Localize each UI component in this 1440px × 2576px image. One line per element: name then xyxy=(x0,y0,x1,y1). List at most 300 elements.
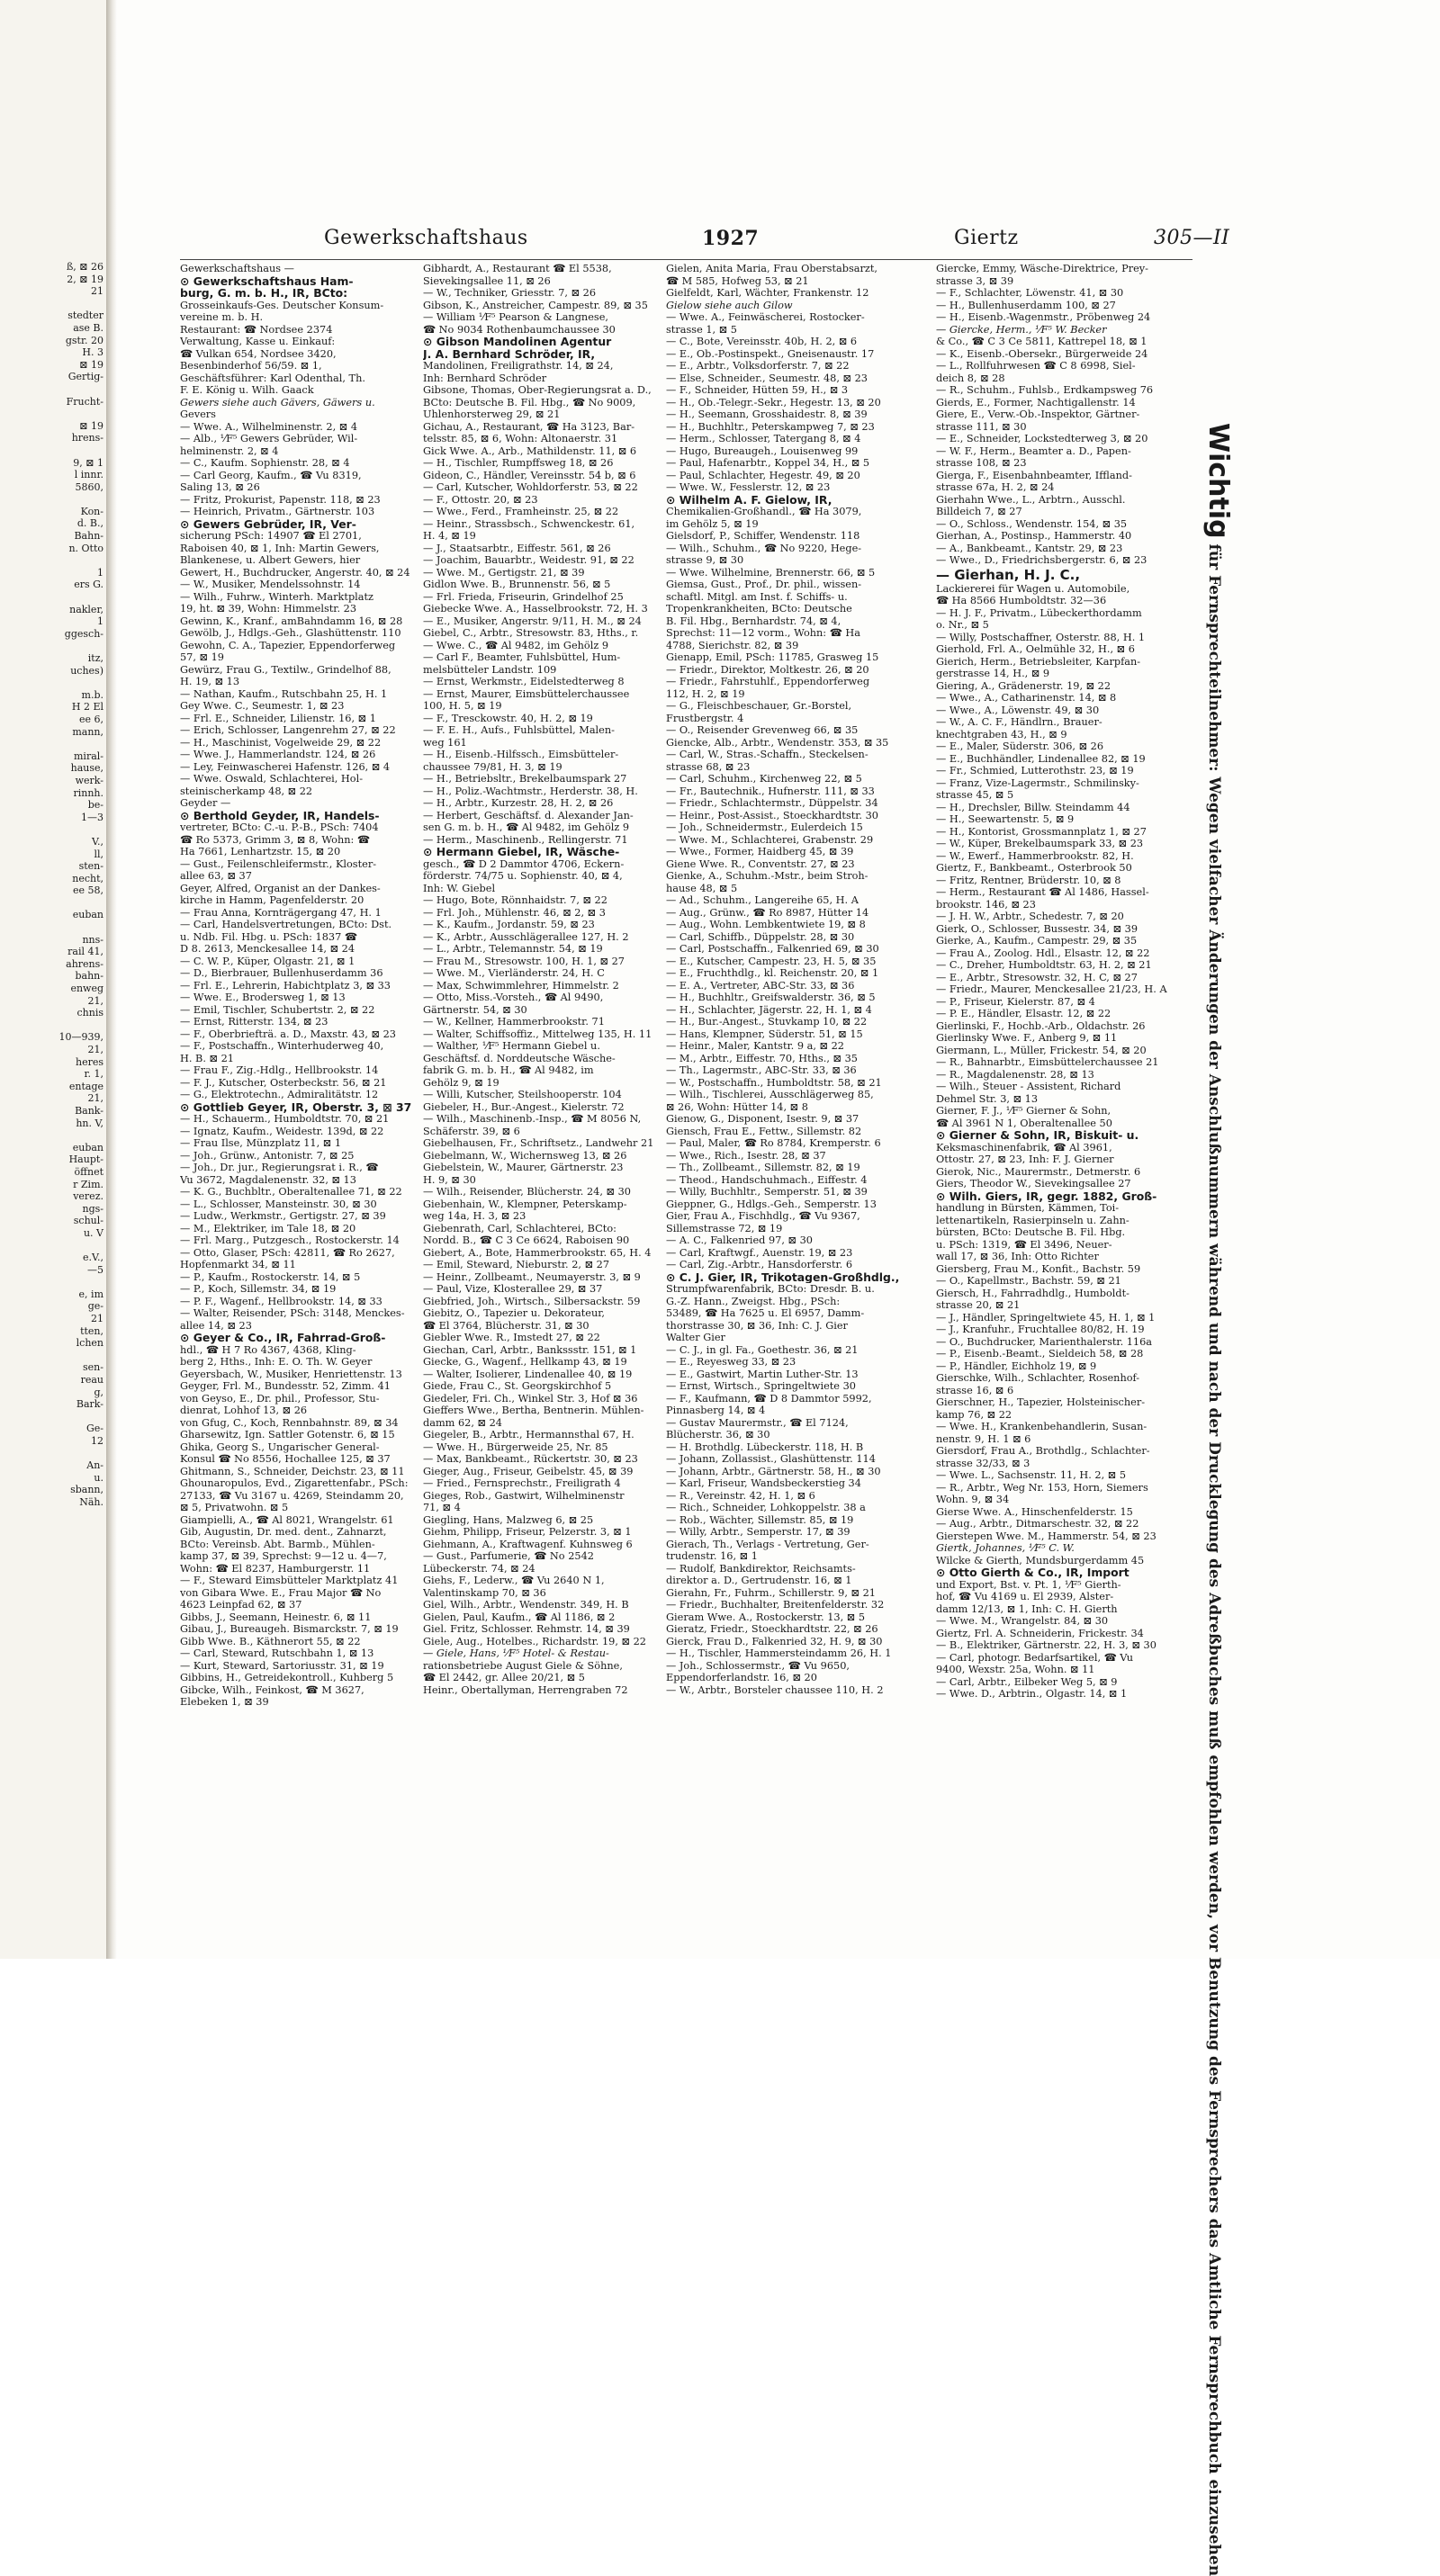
directory-entry-line: Giertz, Frl. A. Schneiderin, Frickestr. 34 xyxy=(936,1627,1144,1639)
directory-entry-line: — H., Seewartenstr. 5, ⊠ 9 xyxy=(936,813,1075,825)
previous-page-line: 1 xyxy=(97,615,104,628)
directory-entry-line: — C., Kaufm. Sophienstr. 28, ⊠ 4 xyxy=(180,457,350,469)
directory-entry-line: Giebelmann, W., Wichernsweg 13, ⊠ 26 xyxy=(423,1149,627,1162)
directory-entry-line: ⊙ Otto Gierth & Co., IR, Import xyxy=(936,1566,1130,1579)
directory-entry-line: — E., Kutscher, Campestr. 23, H. 5, ⊠ 35 xyxy=(666,955,877,967)
previous-page-line xyxy=(0,897,106,910)
directory-entry-line: — H., Seemann, Grosshaidestr. 8, ⊠ 39 xyxy=(666,408,868,420)
directory-entry-line: Giel. Fritz, Schlosser. Rehmstr. 14, ⊠ 39 xyxy=(423,1623,630,1635)
directory-entry-line: Giebecke Wwe. A., Hasselbrookstr. 72, H. 3 xyxy=(423,603,648,615)
directory-entry-line: Giencke, Alb., Arbtr., Wendenstr. 353, ⊠ 35 xyxy=(666,736,889,749)
directory-entry-line: — Aug., Grünw., ☎ Ro 8987, Hütter 14 xyxy=(666,906,869,919)
previous-page-line: tten, xyxy=(80,1324,104,1337)
directory-entry-line: — H., Maschinist, Vogelweide 29, ⊠ 22 xyxy=(180,736,382,749)
directory-entry-line: — Emil, Steward, Nieburstr. 2, ⊠ 27 xyxy=(423,1259,610,1270)
directory-entry-line: — P., Händler, Eichholz 19, ⊠ 9 xyxy=(936,1360,1097,1372)
directory-entry-line: Gierhold, Frl. A., Oelmühle 32, H., ⊠ 6 xyxy=(936,643,1135,655)
directory-entry-line: Uhlenhorsterweg 29, ⊠ 21 xyxy=(423,408,561,420)
directory-entry-line: Billdeich 7, ⊠ 27 xyxy=(936,506,1022,517)
directory-entry-line: — L., Rollfuhrwesen ☎ C 8 6998, Siel- xyxy=(936,360,1136,372)
directory-entry-line: — O., Buchdrucker, Marienthalerstr. 116a xyxy=(936,1335,1153,1348)
directory-entry-line: Giehm, Philipp, Friseur, Pelzerstr. 3, ⊠ 1 xyxy=(423,1526,632,1538)
directory-entry-line: Gienapp, Emil, PSch: 11785, Grasweg 15 xyxy=(666,651,879,663)
directory-entry-line: ⊙ Gewerkschaftshaus Ham- xyxy=(180,274,354,287)
directory-entry-line: Giegling, Hans, Malzweg 6, ⊠ 25 xyxy=(423,1513,594,1526)
previous-page-line: V., xyxy=(91,835,104,848)
directory-entry-line: brookstr. 146, ⊠ 23 xyxy=(936,898,1036,911)
previous-page-line: mann, xyxy=(72,725,104,738)
directory-entry-line: — Wilh., Steuer - Assistent, Richard xyxy=(936,1081,1121,1092)
directory-entry-line: Geyger, Frl. M., Bundesstr. 52, Zimm. 41 xyxy=(180,1380,391,1392)
previous-page-line: ⊠ 19 xyxy=(79,358,104,371)
directory-entry-line: — Hans, Klempner, Süderstr. 51, ⊠ 15 xyxy=(666,1028,863,1040)
previous-page-line: verez. xyxy=(73,1190,104,1203)
directory-entry-line: Gärtnerstr. 54, ⊠ 30 xyxy=(423,1003,527,1016)
directory-entry-line: — Herbert, Geschäftsf. d. Alexander Jan- xyxy=(423,809,634,821)
previous-page-line: d. B., xyxy=(76,517,104,530)
directory-entry-line: Gibhardt, A., Restaurant ☎ El 5538, xyxy=(423,263,612,274)
directory-entry-line: ⊠ 5, Privatwohn. ⊠ 5 xyxy=(180,1502,289,1513)
directory-entry-line: — R., Vereinstr. 42, H. 1, ⊠ 6 xyxy=(666,1489,815,1502)
directory-entry-line: Sillemstrasse 72, ⊠ 19 xyxy=(666,1222,783,1234)
directory-entry-line: — D., Bierbrauer, Bullenhuserdamm 36 xyxy=(180,967,383,979)
directory-entry-line: — Paul, Schlachter, Hegestr. 49, ⊠ 20 xyxy=(666,469,860,481)
previous-page-line: Bark- xyxy=(76,1398,104,1411)
previous-page-line xyxy=(0,493,106,506)
directory-entry-line: Blankenese, u. Albert Gewers, hier xyxy=(180,554,361,566)
directory-entry-line: ⊙ Berthold Geyder, IR, Handels- xyxy=(180,809,380,821)
directory-entry-line: strasse 20, ⊠ 21 xyxy=(936,1299,1021,1311)
directory-entry-line: 100, H. 5, ⊠ 19 xyxy=(423,700,502,712)
directory-entry-line: — J., Staatsarbtr., Eiffestr. 561, ⊠ 26 xyxy=(423,542,611,554)
directory-entry-line: u. Ndb. Fil. Hbg. u. PSch: 1837 ☎ xyxy=(180,930,357,943)
previous-page-line: u. V xyxy=(83,1226,104,1239)
previous-page-line: n. Otto xyxy=(68,542,104,554)
directory-entry-line: Verwaltung, Kasse u. Einkauf: xyxy=(180,336,336,347)
directory-entry-line: ⊙ C. J. Gier, IR, Trikotagen-Großhdlg., xyxy=(666,1270,900,1283)
directory-entry-line: — Frl. Joh., Mühlenstr. 46, ⊠ 2, ⊠ 3 xyxy=(423,906,606,919)
directory-entry-line: Ghika, Georg S., Ungarischer General- xyxy=(180,1441,380,1453)
directory-entry-line: — Carl, Steward, Rutschbahn 1, ⊠ 13 xyxy=(180,1647,374,1659)
directory-entry-line: Heinr., Obertallyman, Herrengraben 72 xyxy=(423,1683,628,1696)
directory-entry-line: — Heinr., Maler, Kantstr. 9 a, ⊠ 22 xyxy=(666,1040,844,1052)
directory-entry-line: — C., Dreher, Humboldtstr. 63, H. 2, ⊠ 21 xyxy=(936,959,1152,971)
directory-entry-line: Giel, Wilh., Arbtr., Wendenstr. 349, H. B xyxy=(423,1599,629,1611)
directory-entry-line: — Ernst, Wirtsch., Springeltwiete 30 xyxy=(666,1380,856,1392)
directory-entry-line: — H., Kontorist, Grossmannplatz 1, ⊠ 27 xyxy=(936,825,1147,838)
directory-entry-line: — Rich., Schneider, Lohkoppelstr. 38 a xyxy=(666,1502,866,1513)
directory-entry-line: Giehmann, A., Kraftwagenf. Kuhnsweg 6 xyxy=(423,1538,633,1550)
directory-entry-line: Mandolinen, Freiligrathstr. 14, ⊠ 24, xyxy=(423,360,614,372)
previous-page-line xyxy=(0,554,106,567)
directory-entry-line: — H., Tischler, Hammersteindamm 26, H. 1 xyxy=(666,1647,892,1659)
previous-page-line: Haupt- xyxy=(68,1153,104,1166)
previous-page-line: sten- xyxy=(78,860,104,873)
directory-entry-line: Valentinskamp 70, ⊠ 36 xyxy=(423,1586,546,1599)
directory-entry-line: — H., Ob.-Telegr.-Sekr., Hegestr. 13, ⊠ 20 xyxy=(666,396,881,408)
directory-entry-line: — Heinr., Strassbsch., Schwenckestr. 61, xyxy=(423,517,635,530)
directory-entry-line: 112, H. 2, ⊠ 19 xyxy=(666,687,745,700)
directory-entry-line: Gierach, Th., Verlags - Vertretung, Ger- xyxy=(666,1538,869,1550)
directory-entry-line: — Wwe., Former, Haidberg 45, ⊠ 39 xyxy=(666,846,854,857)
directory-entry-line: Wilcke & Gierth, Mundsburgerdamm 45 xyxy=(936,1554,1145,1566)
directory-entry-line: Giedeler, Fri. Ch., Winkel Str. 3, Hof ⊠ 36 xyxy=(423,1392,638,1405)
previous-page-line: H 2 El xyxy=(71,701,104,714)
directory-entry-line: burg, G. m. b. H., IR, BCto: xyxy=(180,287,348,300)
previous-page-line: schul- xyxy=(73,1215,104,1227)
previous-page-line: u. xyxy=(94,1471,104,1484)
directory-entry-line: F. E. König u. Wilh. Gaack xyxy=(180,384,314,396)
directory-entry-line: ⊙ Wilh. Giers, IR, gegr. 1882, Groß- xyxy=(936,1189,1157,1202)
directory-entry-line: — O., Schloss., Wendenstr. 154, ⊠ 35 xyxy=(936,517,1128,530)
directory-entry-line: Gierhan, A., Postinsp., Hammerstr. 40 xyxy=(936,530,1132,542)
previous-page-line: ⊠ 19 xyxy=(79,419,104,432)
previous-page-line: r. 1, xyxy=(84,1068,104,1081)
previous-page-line: 12 xyxy=(91,1435,104,1447)
directory-entry-line: — E., Maler, Süderstr. 306, ⊠ 26 xyxy=(936,740,1104,752)
directory-entry-line: — Fritz, Rentner, Brüderstr. 10, ⊠ 8 xyxy=(936,874,1121,886)
page-number: 305—II xyxy=(1154,227,1230,249)
directory-entry-line: strasse 3, ⊠ 39 xyxy=(936,274,1014,287)
directory-entry-line: — F., Schlachter, Löwenstr. 41, ⊠ 30 xyxy=(936,287,1124,299)
directory-entry-line: ☎ Vulkan 654, Nordsee 3420, xyxy=(180,347,337,360)
directory-entry-line: Giebert, A., Bote, Hammerbrookstr. 65, H. 4 xyxy=(423,1246,652,1259)
directory-entry-line: hof, ☎ Vu 4169 u. El 2939, Alster- xyxy=(936,1591,1114,1602)
directory-entry-line: H. 4, ⊠ 19 xyxy=(423,530,476,542)
directory-entry-line: wall 17, ⊠ 36, Inh: Otto Richter xyxy=(936,1251,1099,1262)
directory-entry-line: — Max, Schwimmlehrer, Himmelstr. 2 xyxy=(423,979,619,992)
directory-entry-line: — F., Steward Eimsbütteler Marktplatz 41 xyxy=(180,1575,399,1586)
directory-entry-line: — Paul, Maler, ☎ Ro 8784, Kremperstr. 6 xyxy=(666,1137,881,1149)
directory-entry-line: Restaurant: ☎ Nordsee 2374 xyxy=(180,323,333,336)
directory-entry-line: — E., Schneider, Lockstedterweg 3, ⊠ 20 xyxy=(936,433,1148,444)
directory-column-2 xyxy=(423,263,660,1945)
directory-entry-line: von Gfug, C., Koch, Rennbahnstr. 89, ⊠ 34 xyxy=(180,1416,399,1429)
directory-entry-line: — Hugo, Bureaugeh., Louisenweg 99 xyxy=(666,444,859,457)
directory-entry-line: — Johann, Zollassist., Glashüttenstr. 114 xyxy=(666,1453,876,1465)
previous-page-line: 9, ⊠ 1 xyxy=(73,456,104,469)
directory-column-3 xyxy=(666,263,903,1945)
directory-entry-line: Gharsewitz, Ign. Sattler Gotenstr. 6, ⊠ 15 xyxy=(180,1429,395,1441)
previous-page-line: H. 3 xyxy=(82,346,104,359)
previous-page-line: ers G. xyxy=(74,579,104,591)
directory-entry-line: Gewers siehe auch Gävers, Gäwers u. xyxy=(180,396,375,408)
previous-page-line xyxy=(0,1019,106,1032)
directory-entry-line: — Fritz, Prokurist, Papenstr. 118, ⊠ 23 xyxy=(180,493,381,506)
directory-entry-line: — R., Schuhm., Fuhlsb., Erdkampsweg 76 xyxy=(936,384,1154,396)
directory-entry-line: — Carl, Kutscher, Wohldorferstr. 53, ⊠ 22 xyxy=(423,481,638,493)
previous-page-line: ge- xyxy=(87,1300,104,1313)
directory-entry-line: Gevers xyxy=(180,408,216,420)
directory-entry-line: Gierahn, Fr., Fuhrm., Schillerstr. 9, ⊠ 21 xyxy=(666,1586,876,1599)
directory-entry-line: Giecke, G., Wagenf., Hellkamp 43, ⊠ 19 xyxy=(423,1356,627,1368)
directory-entry-line: — Wwe. D., Arbtrin., Olgastr. 14, ⊠ 1 xyxy=(936,1688,1128,1700)
directory-entry-line: Walter Gier xyxy=(666,1332,725,1343)
previous-page-line: —5 xyxy=(87,1263,104,1276)
directory-entry-line: G.-Z. Hann., Zweigst. Hbg., PSch: xyxy=(666,1295,841,1307)
directory-entry-line: ⊙ Gierner & Sohn, IR, Biskuit- u. xyxy=(936,1129,1139,1142)
previous-page-line: Ge- xyxy=(86,1423,104,1435)
previous-page-line: stedter xyxy=(68,310,104,322)
directory-entry-line: strasse 111, ⊠ 30 xyxy=(936,420,1027,433)
directory-entry-line: im Gehölz 5, ⊠ 19 xyxy=(666,517,759,530)
directory-entry-line: — H., Drechsler, Billw. Steindamm 44 xyxy=(936,801,1130,813)
previous-page-line: ll, xyxy=(94,848,104,860)
directory-entry-line: — E., Musiker, Angerstr. 9/11, H. M., ⊠ 24 xyxy=(423,615,642,627)
directory-entry-line: — Willy, Postschaffner, Osterstr. 88, H. 1 xyxy=(936,631,1146,643)
directory-entry-line: — Nathan, Kaufm., Rutschbahn 25, H. 1 xyxy=(180,687,388,700)
directory-entry-line: Giechan, Carl, Arbtr., Bankssstr. 151, ⊠ 1 xyxy=(423,1343,637,1356)
directory-entry-line: Gib, Augustin, Dr. med. dent., Zahnarzt, xyxy=(180,1526,387,1538)
book-gutter xyxy=(106,0,117,1959)
previous-page-line: ee 58, xyxy=(72,884,104,897)
directory-entry-line: Gibson, K., Anstreicher, Campestr. 89, ⊠ 35 xyxy=(423,299,648,311)
directory-entry-line: deich 8, ⊠ 28 xyxy=(936,372,1005,384)
directory-entry-line: — F. J., Kutscher, Osterbeckstr. 56, ⊠ 21 xyxy=(180,1076,387,1089)
directory-entry-line: — H., Bullenhuserdamm 100, ⊠ 27 xyxy=(936,299,1116,311)
directory-entry-line: Sprechst: 11—12 vorm., Wohn: ☎ Ha xyxy=(666,627,860,639)
directory-entry-line: dienrat, Lohhof 13, ⊠ 26 xyxy=(180,1405,308,1416)
directory-entry-line: direktor a. D., Gertrudenstr. 16, ⊠ 1 xyxy=(666,1575,852,1586)
directory-entry-line: — L., Schlosser, Mansteinstr. 30, ⊠ 30 xyxy=(180,1198,377,1210)
directory-entry-line: Frustbergstr. 4 xyxy=(666,712,744,724)
previous-page-line: be- xyxy=(87,799,104,812)
directory-entry-line: Gienow, G., Disponent, Isestr. 9, ⊠ 37 xyxy=(666,1113,860,1125)
directory-entry-line: ⊙ Wilhelm A. F. Gielow, IR, xyxy=(666,493,832,506)
directory-entry-line: — Willi, Kutscher, Steilshooperstr. 104 xyxy=(423,1089,622,1100)
directory-entry-line: Gichau, A., Restaurant, ☎ Ha 3123, Bar- xyxy=(423,420,635,433)
directory-entry-line: — Paul, Hafenarbtr., Koppel 34, H., ⊠ 5 xyxy=(666,457,870,469)
directory-entry-line: 27133, ☎ Vu 3167 u. 4269, Steindamm 20, xyxy=(180,1489,404,1502)
directory-entry-line: Giercke, Emmy, Wäsche-Direktrice, Prey- xyxy=(936,263,1148,274)
directory-entry-line: — Frau Anna, Kornträgergang 47, H. 1 xyxy=(180,906,382,919)
directory-entry-line: — F. E. H., Aufs., Fuhlsbüttel, Malen- xyxy=(423,724,615,736)
previous-page-line: ahrens- xyxy=(66,957,104,970)
directory-entry-line: Giensch, Frau E., Fettw., Sillemstr. 82 xyxy=(666,1125,862,1137)
directory-entry-line: Giebelhausen, Fr., Schriftsetz., Landwehr 21 xyxy=(423,1137,654,1149)
directory-entry-line: Gielfeldt, Karl, Wächter, Frankenstr. 12 xyxy=(666,287,869,299)
previous-page-line xyxy=(0,591,106,604)
previous-page-line: sbann, xyxy=(70,1484,104,1496)
directory-entry-line: sen G. m. b. H., ☎ Al 9482, im Gehölz 9 xyxy=(423,821,630,833)
directory-entry-line: Geschäftsführer: Karl Odenthal, Th. xyxy=(180,372,365,384)
directory-entry-line: — Frl. Marg., Putzgesch., Rostockerstr. 14 xyxy=(180,1234,400,1246)
directory-entry-line: — F., Kaufmann, ☎ D 8 Dammtor 5992, xyxy=(666,1392,872,1405)
directory-entry-line: — P. E., Händler, Elsastr. 12, ⊠ 22 xyxy=(936,1008,1112,1019)
directory-entry-line: — Otto, Miss.-Vorsteh., ☎ Al 9490, xyxy=(423,992,604,1003)
directory-entry-line: — Ernst, Werkmstr., Eidelstedterweg 8 xyxy=(423,676,625,687)
running-header xyxy=(180,227,1233,257)
directory-entry-line: — H., Buchhltr., Greifswalderstr. 36, ⊠ 5 xyxy=(666,992,876,1003)
previous-page-line: euban xyxy=(72,909,104,921)
directory-entry-line: u. PSch: 1319, ☎ El 3496, Neuer- xyxy=(936,1238,1112,1251)
directory-entry-line: — F., Tresckowstr. 40, H. 2, ⊠ 19 xyxy=(423,712,593,724)
directory-entry-line: ☎ El 3764, Blücherstr. 31, ⊠ 30 xyxy=(423,1319,590,1332)
directory-entry-line: — Friedr., Maurer, Menckesallee 21/23, H. A xyxy=(936,983,1167,995)
directory-entry-line: ☎ M 585, Hofweg 53, ⊠ 21 xyxy=(666,274,809,287)
directory-entry-line: — K., Eisenb.-Obersekr., Bürgerweide 24 xyxy=(936,347,1148,360)
directory-entry-line: — H., Tischler, Rumpffsweg 18, ⊠ 26 xyxy=(423,457,614,469)
directory-entry-line: Tropenkrankheiten, BCto: Deutsche xyxy=(666,603,852,615)
previous-page-line: nakler, xyxy=(69,603,104,615)
directory-entry-line: Giebel, C., Arbtr., Stresowstr. 83, Hths., r. xyxy=(423,627,639,639)
previous-page-line: werk- xyxy=(75,774,104,786)
directory-entry-line: Giebler Wwe. R., Imstedt 27, ⊠ 22 xyxy=(423,1332,600,1343)
directory-entry-line: Besenbinderhof 56/59. ⊠ 1, xyxy=(180,360,322,372)
directory-entry-line: — Wwe., Rich., Isestr. 28, ⊠ 37 xyxy=(666,1149,826,1162)
directory-entry-line: ☎ No 9034 Rothenbaumchaussee 30 xyxy=(423,323,616,336)
directory-entry-line: Wohn: ☎ El 8237, Hamburgerstr. 11 xyxy=(180,1562,371,1575)
directory-entry-line: 4623 Leinpfad 62, ⊠ 37 xyxy=(180,1599,302,1611)
directory-entry-line: BCto: Vereinsb. Abt. Barmb., Mühlen- xyxy=(180,1538,375,1550)
directory-entry-line: Gey Wwe. C., Seumestr. 1, ⊠ 23 xyxy=(180,700,345,712)
previous-page-line: bahn- xyxy=(75,970,104,983)
directory-entry-line: strasse 9, ⊠ 30 xyxy=(666,554,744,566)
directory-entry-line: — Carl, photogr. Bedarfsartikel, ☎ Vu xyxy=(936,1651,1134,1664)
directory-entry-line: Strumpfwarenfabrik, BCto: Dresdr. B. u. xyxy=(666,1283,875,1295)
directory-entry-line: — Wwe. E., Brodersweg 1, ⊠ 13 xyxy=(180,992,346,1003)
previous-page-line: 1—3 xyxy=(81,811,104,823)
directory-entry-line: förderstr. 74/75 u. Sophienstr. 40, ⊠ 4, xyxy=(423,870,623,882)
directory-entry-line: Gieppner, G., Hdlgs.-Geh., Semperstr. 13 xyxy=(666,1198,877,1210)
directory-entry-line: — B., Elektriker, Gärtnerstr. 22, H. 3, ⊠ 30 xyxy=(936,1639,1156,1651)
directory-entry-line: — Wilh., Reisender, Blücherstr. 24, ⊠ 30 xyxy=(423,1186,631,1198)
directory-entry-line: strasse 45, ⊠ 5 xyxy=(936,789,1014,801)
directory-entry-line: steinischerkamp 48, ⊠ 22 xyxy=(180,785,313,797)
directory-entry-line: — R., Arbtr., Weg Nr. 153, Horn, Siemers xyxy=(936,1481,1148,1494)
directory-entry-line: Keksmaschinenfabrik, ☎ Al 3961, xyxy=(936,1141,1112,1153)
previous-page-line: 21, xyxy=(87,1092,104,1105)
directory-entry-line: — Carl, Arbtr., Eilbeker Weg 5, ⊠ 9 xyxy=(936,1675,1118,1688)
previous-page-text-column xyxy=(0,261,106,1509)
directory-entry-line: Giegeler, B., Arbtr., Hermannsthal 67, H. xyxy=(423,1429,634,1441)
directory-entry-line: — Friedr., Fahrstuhlf., Eppendorferweg xyxy=(666,676,870,687)
directory-entry-line: Gierse Wwe. A., Hinschenfelderstr. 15 xyxy=(936,1505,1133,1518)
directory-column-1 xyxy=(180,263,417,1945)
directory-entry-line: — P., Kaufm., Rostockerstr. 14, ⊠ 5 xyxy=(180,1270,361,1283)
directory-entry-line: — Friedr., Direktor, Moltkestr. 26, ⊠ 20 xyxy=(666,663,869,676)
directory-entry-line: — W., Musiker, Mendelssohnstr. 14 xyxy=(180,579,361,590)
directory-entry-line: ☎ El 2442, gr. Allee 20/21, ⊠ 5 xyxy=(423,1672,585,1683)
directory-entry-line: — Otto, Glaser, PSch: 42811, ☎ Ro 2627, xyxy=(180,1246,395,1259)
previous-page-fragment xyxy=(0,0,107,1959)
directory-entry-line: — Wilh., Fuhrw., Winterh. Marktplatz xyxy=(180,590,374,603)
directory-entry-line: ⊙ Gibson Mandolinen Agentur xyxy=(423,336,612,348)
directory-entry-line: — R., Bahnarbtr., Eimsbüttelerchaussee 21 xyxy=(936,1056,1159,1068)
directory-entry-line: Gierner, F. J., ⅟F⁵ Gierner & Sohn, xyxy=(936,1105,1112,1117)
side-notice-word: Wichtig xyxy=(1202,423,1234,539)
directory-entry-line: Gewohn, C. A., Tapezier, Eppendorferweg xyxy=(180,639,396,651)
directory-entry-line: Elebeken 1, ⊠ 39 xyxy=(180,1696,269,1708)
directory-entry-line: — Carl, Kraftwgf., Auenstr. 19, ⊠ 23 xyxy=(666,1246,853,1259)
directory-entry-line: — K., Arbtr., Ausschlägerallee 127, H. 2 xyxy=(423,930,629,943)
directory-entry-line: — F., Ottostr. 20, ⊠ 23 xyxy=(423,493,538,506)
directory-entry-line: — H., Schauerm., Humboldtstr. 70, ⊠ 21 xyxy=(180,1113,390,1125)
directory-entry-line: handlung in Bürsten, Kämmen, Toi- xyxy=(936,1202,1120,1214)
directory-entry-line: — Friedr., Buchhalter, Breitenfelderstr. 32 xyxy=(666,1599,885,1611)
directory-entry-line: — Herm., Schlosser, Tatergang 8, ⊠ 4 xyxy=(666,433,861,444)
header-year: 1927 xyxy=(702,227,760,250)
directory-entry-line: ☎ Ha 8566 Humboldtstr. 32—36 xyxy=(936,595,1107,606)
directory-entry-line: Giebenrath, Carl, Schlachterei, BCto: xyxy=(423,1222,616,1234)
directory-entry-line: Gewölb, J., Hdlgs.-Geh., Glashüttenstr. 110 xyxy=(180,627,401,639)
directory-entry-line: Giersdorf, Frau A., Brothdlg., Schlachter- xyxy=(936,1445,1150,1457)
directory-entry-line: — Wwe. A., Feinwäscherei, Rostocker- xyxy=(666,311,865,323)
directory-entry-line: — Wwe., A., Löwenstr. 49, ⊠ 30 xyxy=(936,704,1100,716)
directory-entry-line: & Co., ☎ C 3 Ce 5811, Kattrepel 18, ⊠ 1 xyxy=(936,336,1148,347)
directory-entry-line: — Wwe. M., Gertigstr. 21, ⊠ 39 xyxy=(423,566,585,579)
directory-entry-line: chaussee 79/81, H. 3, ⊠ 19 xyxy=(423,760,562,773)
directory-entry-line: Gewinn, K., Kranf., amBahndamm 16, ⊠ 28 xyxy=(180,615,403,627)
directory-entry-line: — W., A. C. F., Händlrn., Brauer- xyxy=(936,716,1102,728)
directory-entry-line: — W., Postschaffn., Humboldtstr. 58, ⊠ 21 xyxy=(666,1076,882,1089)
directory-entry-line: sicherung PSch: 14907 ☎ El 2701, xyxy=(180,530,362,542)
directory-entry-line: H. 19, ⊠ 13 xyxy=(180,676,240,687)
directory-entry-line: 53489, ☎ Ha 7625 u. El 6957, Damm- xyxy=(666,1307,865,1319)
previous-page-line xyxy=(0,677,106,689)
previous-page-line xyxy=(0,921,106,934)
directory-entry-line: nenstr. 9, H. 1 ⊠ 6 xyxy=(936,1432,1031,1445)
directory-entry-line: — Friedr., Schlachtermstr., Düppelstr. 34 xyxy=(666,797,878,809)
previous-page-line: Kon- xyxy=(80,505,104,517)
directory-entry-line: Ghounaropulos, Evd., Zigarettenfabr., PSch: xyxy=(180,1477,409,1489)
directory-entry-line: Ha 7661, Lenhartzstr. 15, ⊠ 20 xyxy=(180,846,341,857)
directory-entry-line: Lübeckerstr. 74, ⊠ 24 xyxy=(423,1562,536,1575)
directory-entry-line: H. 9, ⊠ 30 xyxy=(423,1173,476,1186)
previous-page-line xyxy=(0,408,106,420)
directory-entry-line: telsstr. 85, ⊠ 6, Wohn: Altonaerstr. 31 xyxy=(423,433,618,444)
directory-entry-line: — Joachim, Bauarbtr., Weidestr. 91, ⊠ 22 xyxy=(423,554,634,566)
previous-page-line: ß, ⊠ 26 xyxy=(66,261,104,273)
directory-entry-line: — Frau M., Stresowstr. 100, H. 1, ⊠ 27 xyxy=(423,955,625,967)
directory-entry-line: Giede, Frau C., St. Georgskirchhof 5 xyxy=(423,1380,612,1392)
directory-entry-line: ⊙ Hermann Giebel, IR, Wäsche- xyxy=(423,846,620,858)
side-notice xyxy=(1202,423,1238,2576)
directory-entry-line: Gidlon Wwe. B., Brunnenstr. 56, ⊠ 5 xyxy=(423,579,611,590)
directory-entry-line: — J. H. W., Arbtr., Schedestr. 7, ⊠ 20 xyxy=(936,911,1124,922)
directory-entry-line: — Ludw., Werkmstr., Gertigstr. 27, ⊠ 39 xyxy=(180,1210,386,1222)
previous-page-line xyxy=(0,1276,106,1288)
directory-entry-line: — Wwe. L., Sachsenstr. 11, H. 2, ⊠ 5 xyxy=(936,1469,1127,1481)
directory-entry-line: — Rob., Wächter, Sillemstr. 85, ⊠ 19 xyxy=(666,1513,854,1526)
previous-page-line: hause, xyxy=(70,762,104,775)
directory-entry-line: — Walter, Schiffsoffiz., Mittelweg 135, H. 11 xyxy=(423,1028,652,1040)
directory-entry-line: Gierk, O., Schlosser, Bussestr. 34, ⊠ 39 xyxy=(936,922,1138,935)
directory-entry-line: — H., Arbtr., Kurzestr. 28, H. 2, ⊠ 26 xyxy=(423,797,614,809)
directory-entry-line: ⊠ 26, Wohn: Hütter 14, ⊠ 8 xyxy=(666,1100,808,1113)
directory-entry-line: Giertk, Johannes, ⅟F⁵ C. W. xyxy=(936,1542,1075,1554)
previous-page-line: hrens- xyxy=(71,432,104,444)
directory-entry-line: — Aug., Arbtr., Ditmarschestr. 32, ⊠ 22 xyxy=(936,1518,1139,1530)
directory-entry-line: hdl., ☎ H 7 Ro 4367, 4368, Kling- xyxy=(180,1343,356,1356)
directory-entry-line: und Export, Bst. v. Pt. 1, ⅟F⁵ Gierth- xyxy=(936,1578,1121,1591)
directory-entry-line: — C. J., in gl. Fa., Goethestr. 36, ⊠ 21 xyxy=(666,1343,859,1356)
directory-entry-line: Konsul ☎ No 8556, Hochallee 125, ⊠ 37 xyxy=(180,1453,391,1465)
directory-entry-line: — Giercke, Herm., ⅟F⁵ W. Becker xyxy=(936,323,1107,336)
directory-entry-line: Gierstepen Wwe. M., Hammerstr. 54, ⊠ 23 xyxy=(936,1530,1156,1542)
previous-page-line: e.V., xyxy=(82,1252,104,1264)
directory-entry-line: — Carl F., Beamter, Fuhlsbüttel, Hum- xyxy=(423,651,621,663)
directory-entry-line: — Wilh., Maschinenb.-Insp., ☎ M 8056 N, xyxy=(423,1113,642,1125)
directory-entry-line: Gierck, Frau D., Falkenried 32, H. 9, ⊠ 30 xyxy=(666,1635,883,1647)
directory-entry-line: 57, ⊠ 19 xyxy=(180,651,224,663)
previous-page-line: Näh. xyxy=(79,1495,104,1508)
directory-entry-line: rationsbetriebe August Giele & Söhne, xyxy=(423,1659,623,1672)
directory-entry-line: — Carl, Handelsvertretungen, BCto: Dst. xyxy=(180,919,392,930)
directory-entry-line: vertreter, BCto: C.-u. P.-B., PSch: 7404 xyxy=(180,821,379,833)
side-notice-body: für Fernsprechteilnehmer: Wegen vielfacher Änderungen der Anschlußnummern während und nach der Drucklegung des Adreßbuches muß empfohlen werden, vor Benutzung des Fernsprechers das Amtliche Fernsprechbuch einzusehen xyxy=(1205,543,1223,2576)
directory-entry-line: — H., Buchhltr., Peterskampweg 7, ⊠ 23 xyxy=(666,420,875,433)
